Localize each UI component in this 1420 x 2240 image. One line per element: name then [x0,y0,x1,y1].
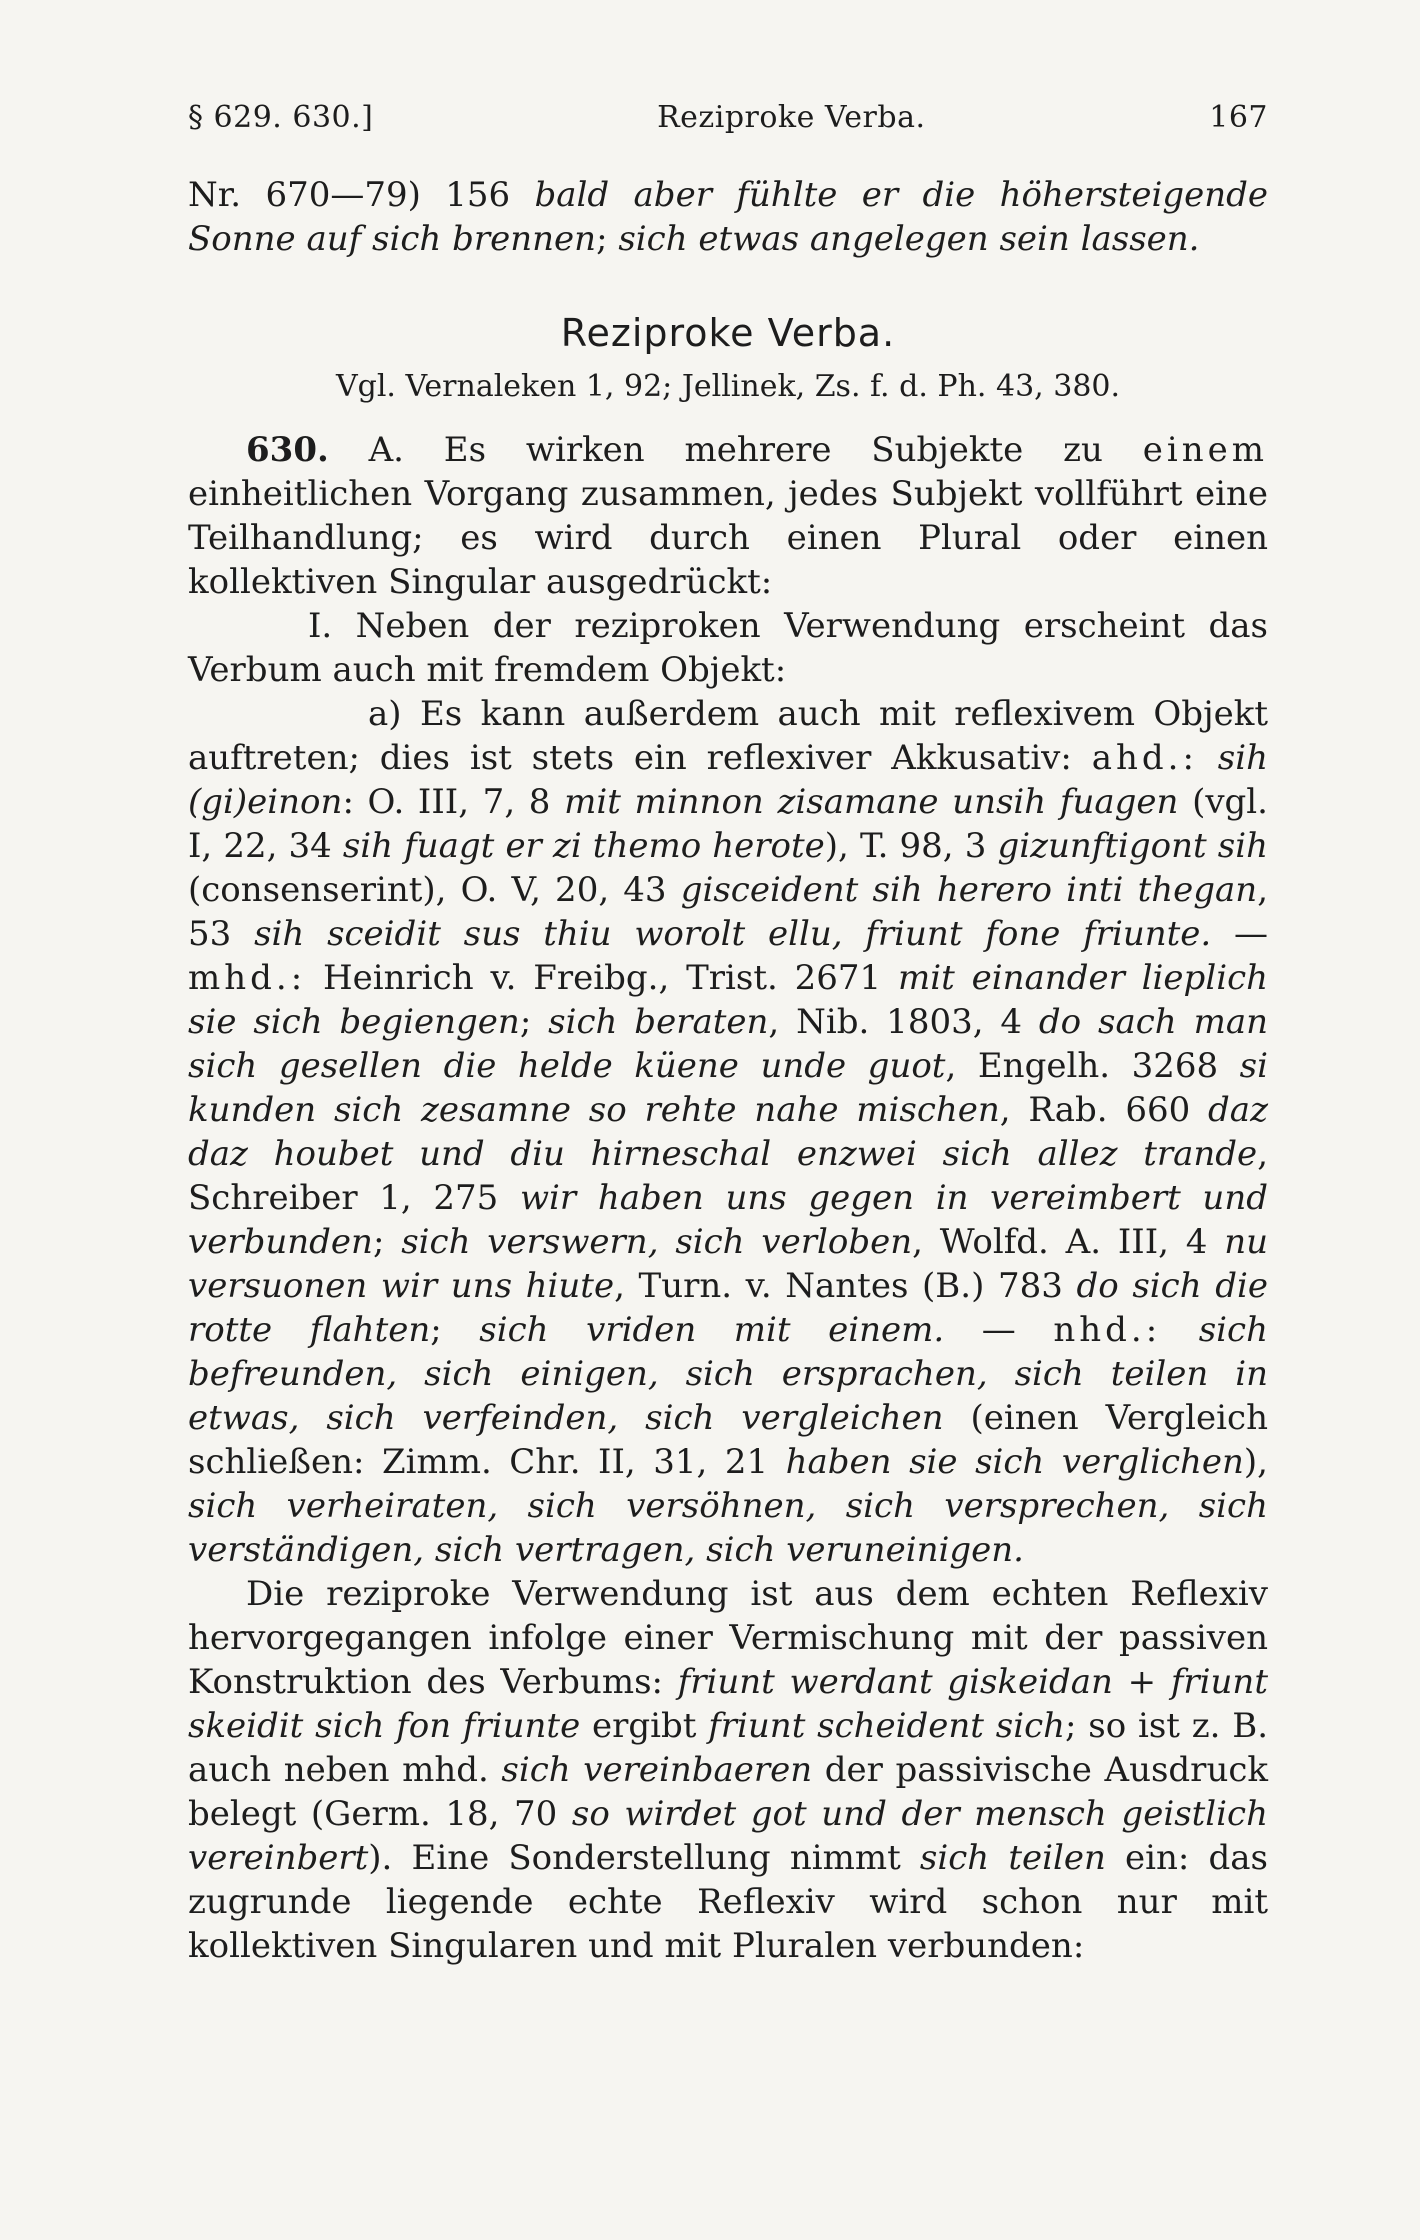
section-references: Vgl. Vernaleken 1, 92; Jellinek, Zs. f. d. Ph. 43, 380. [335,369,1121,404]
pa-s17: , Turn. v. Nantes (B.) 783 [614,1266,1077,1306]
pa-i12: wir haben uns gegen in vereimbert und verbunden [188,1178,1268,1262]
pa-i9: do sach man sich gesellen die helde küene unde guot [188,1002,1268,1086]
intro-quote: bald aber fühlte er die höhersteigende Sonne auf sich brennen [188,175,1268,259]
pa-i16: sich vriden mit einem. [479,1310,945,1350]
pa-s12: , Engelh. 3268 [945,1046,1240,1086]
pa-i11: daz daz houbet und diu hirneschal enzwei sich allez trande [188,1090,1268,1174]
pa-s3: : O. III, 7, 8 [342,782,565,822]
pa-i13: sich verswern, sich verloben [401,1222,913,1262]
pdie-s5: der passivische Ausdruck belegt (Germ. 18, 70 [188,1750,1268,1834]
paragraph-I: I. Neben der reziproken Verwendung erscheint das Verbum auch mit fremdem Objekt: [188,606,1268,690]
p630-label: A. Es wirken mehrere Subjekte zu [328,430,1143,470]
pa-s11: , Nib. 1803, 4 [768,1002,1039,1042]
paragraph-630 [188,428,1268,604]
pa-s2 [1198,738,1218,778]
pa-i4: gizunftigont sih [997,826,1269,866]
pdie-i5: so wirdet got und der mensch geistlich vereinbert [188,1794,1268,1878]
pa-s1: a) Es kann außerdem auch mit reflexivem Objekt auftreten; dies ist stets ein reflexiver Akkusativ: [188,694,1268,778]
pa-s19: — [944,1310,1054,1350]
pa-s21: (einen Vergleich schließen: Zimm. Chr. II, 31, 21 [188,1398,1268,1482]
intro-ref: Nr. 670—79) 156 [188,175,535,215]
pdie-s2: + [1112,1662,1171,1702]
pa-i1: sih (gi)einon [188,738,1268,822]
pa-s8: — [1211,914,1269,954]
p630-rest: einheitlichen Vorgang zusammen, jedes Subjekt vollführt eine Teilhandlung; es wird durch einen Plural oder einen kollektiven Singular ausgedrückt: [188,474,1268,602]
pa-s13: , Rab. 660 [999,1090,1209,1130]
running-title: Reziproke Verba. [657,100,926,135]
pa-i14: nu versuonen wir uns hiute [188,1222,1269,1306]
paragraph-number: 630. [246,430,329,470]
section-title: Reziproke Verba. [560,311,896,355]
pdie-i4: sich vereinbaeren [501,1750,813,1790]
pa-i3: sih fuagt er zi themo herote [342,826,825,866]
pa-s9: Heinrich v. Freibg., Trist. 2671 [306,958,899,998]
pdie-s4: ; so ist z. B. auch neben mhd. [188,1706,1268,1790]
running-head [188,100,1268,135]
pa-i7: mit einander lieplich sie sich begiengen [188,958,1269,1042]
pa-s5: ), T. 98, 3 [824,826,998,866]
pa-s10: ; [519,1002,549,1042]
pa-nhd: nhd.: [1053,1310,1162,1350]
pa-s7: , 53 [188,870,1268,954]
pa-ahd: ahd.: [1091,738,1198,778]
pdie-s1: Die reziproke Verwendung ist aus dem echten Reflexiv hervorgegangen infolge einer Vermischung mit der passiven Konstruktion des Verbums: [188,1574,1268,1702]
section-range: § 629. 630.] [188,100,374,135]
pa-s6: (consenserint), O. V, 20, 43 [188,870,681,910]
pa-s22: ), [1243,1442,1268,1482]
pa-i15: do sich die rotte flahten [188,1266,1268,1350]
pdie-s6: ). Eine Sonderstellung nimmt [368,1838,920,1878]
pa-i19: sich verheiraten, sich versöhnen, sich versprechen, sich verständigen, sich vertragen, sich veruneinigen. [188,1486,1268,1570]
intro-quote-2: sich etwas angelegen sein lassen. [618,219,1200,259]
pdie-i1: friunt werdant giskeidan [677,1662,1113,1702]
pa-i5: gisceident sih herero inti thegan [680,870,1258,910]
pdie-s3: ergibt [580,1706,709,1746]
pa-i18: haben sie sich verglichen [785,1442,1244,1482]
pdie-i3: friunt scheident sich [708,1706,1066,1746]
paragraph-die [188,1572,1268,1968]
pa-mhd: mhd.: [188,958,307,998]
pa-i17: sich befreunden, sich einigen, sich ersprachen, sich teilen in etwas, sich verfeinden, sich vergleichen [188,1310,1268,1438]
pa-s15: ; [372,1222,402,1262]
pdie-s7: ein: das zugrunde liegende echte Reflexiv wird schon nur mit kollektiven Singularen und mit Pluralen verbunden: [188,1838,1268,1966]
pa-s16: , Wolfd. A. III, 4 [912,1222,1225,1262]
pa-s18: ; [430,1310,480,1350]
pa-i6: sih sceidit sus thiu worolt ellu, friunt fone friunte. [254,914,1212,954]
pa-i2: mit minnon zisamane unsih fuagen [564,782,1179,822]
pa-i8: sich beraten [548,1002,769,1042]
intro-sep: ; [596,219,619,259]
page-number: 167 [1209,100,1268,135]
pa-s14: , Schreiber 1, 275 [188,1134,1268,1218]
spaced-word: einem [1142,430,1268,470]
pa-s4: (vgl. I, 22, 34 [188,782,1268,866]
paragraph-a [188,692,1268,1572]
pdie-i6: sich teilen [919,1838,1106,1878]
pa-i10: si kunden sich zesamne so rehte nahe mischen [188,1046,1268,1130]
pdie-i2: friunt skeidit sich fon friunte [188,1662,1268,1746]
pa-s20 [1161,1310,1199,1350]
intro-paragraph [188,173,1268,261]
